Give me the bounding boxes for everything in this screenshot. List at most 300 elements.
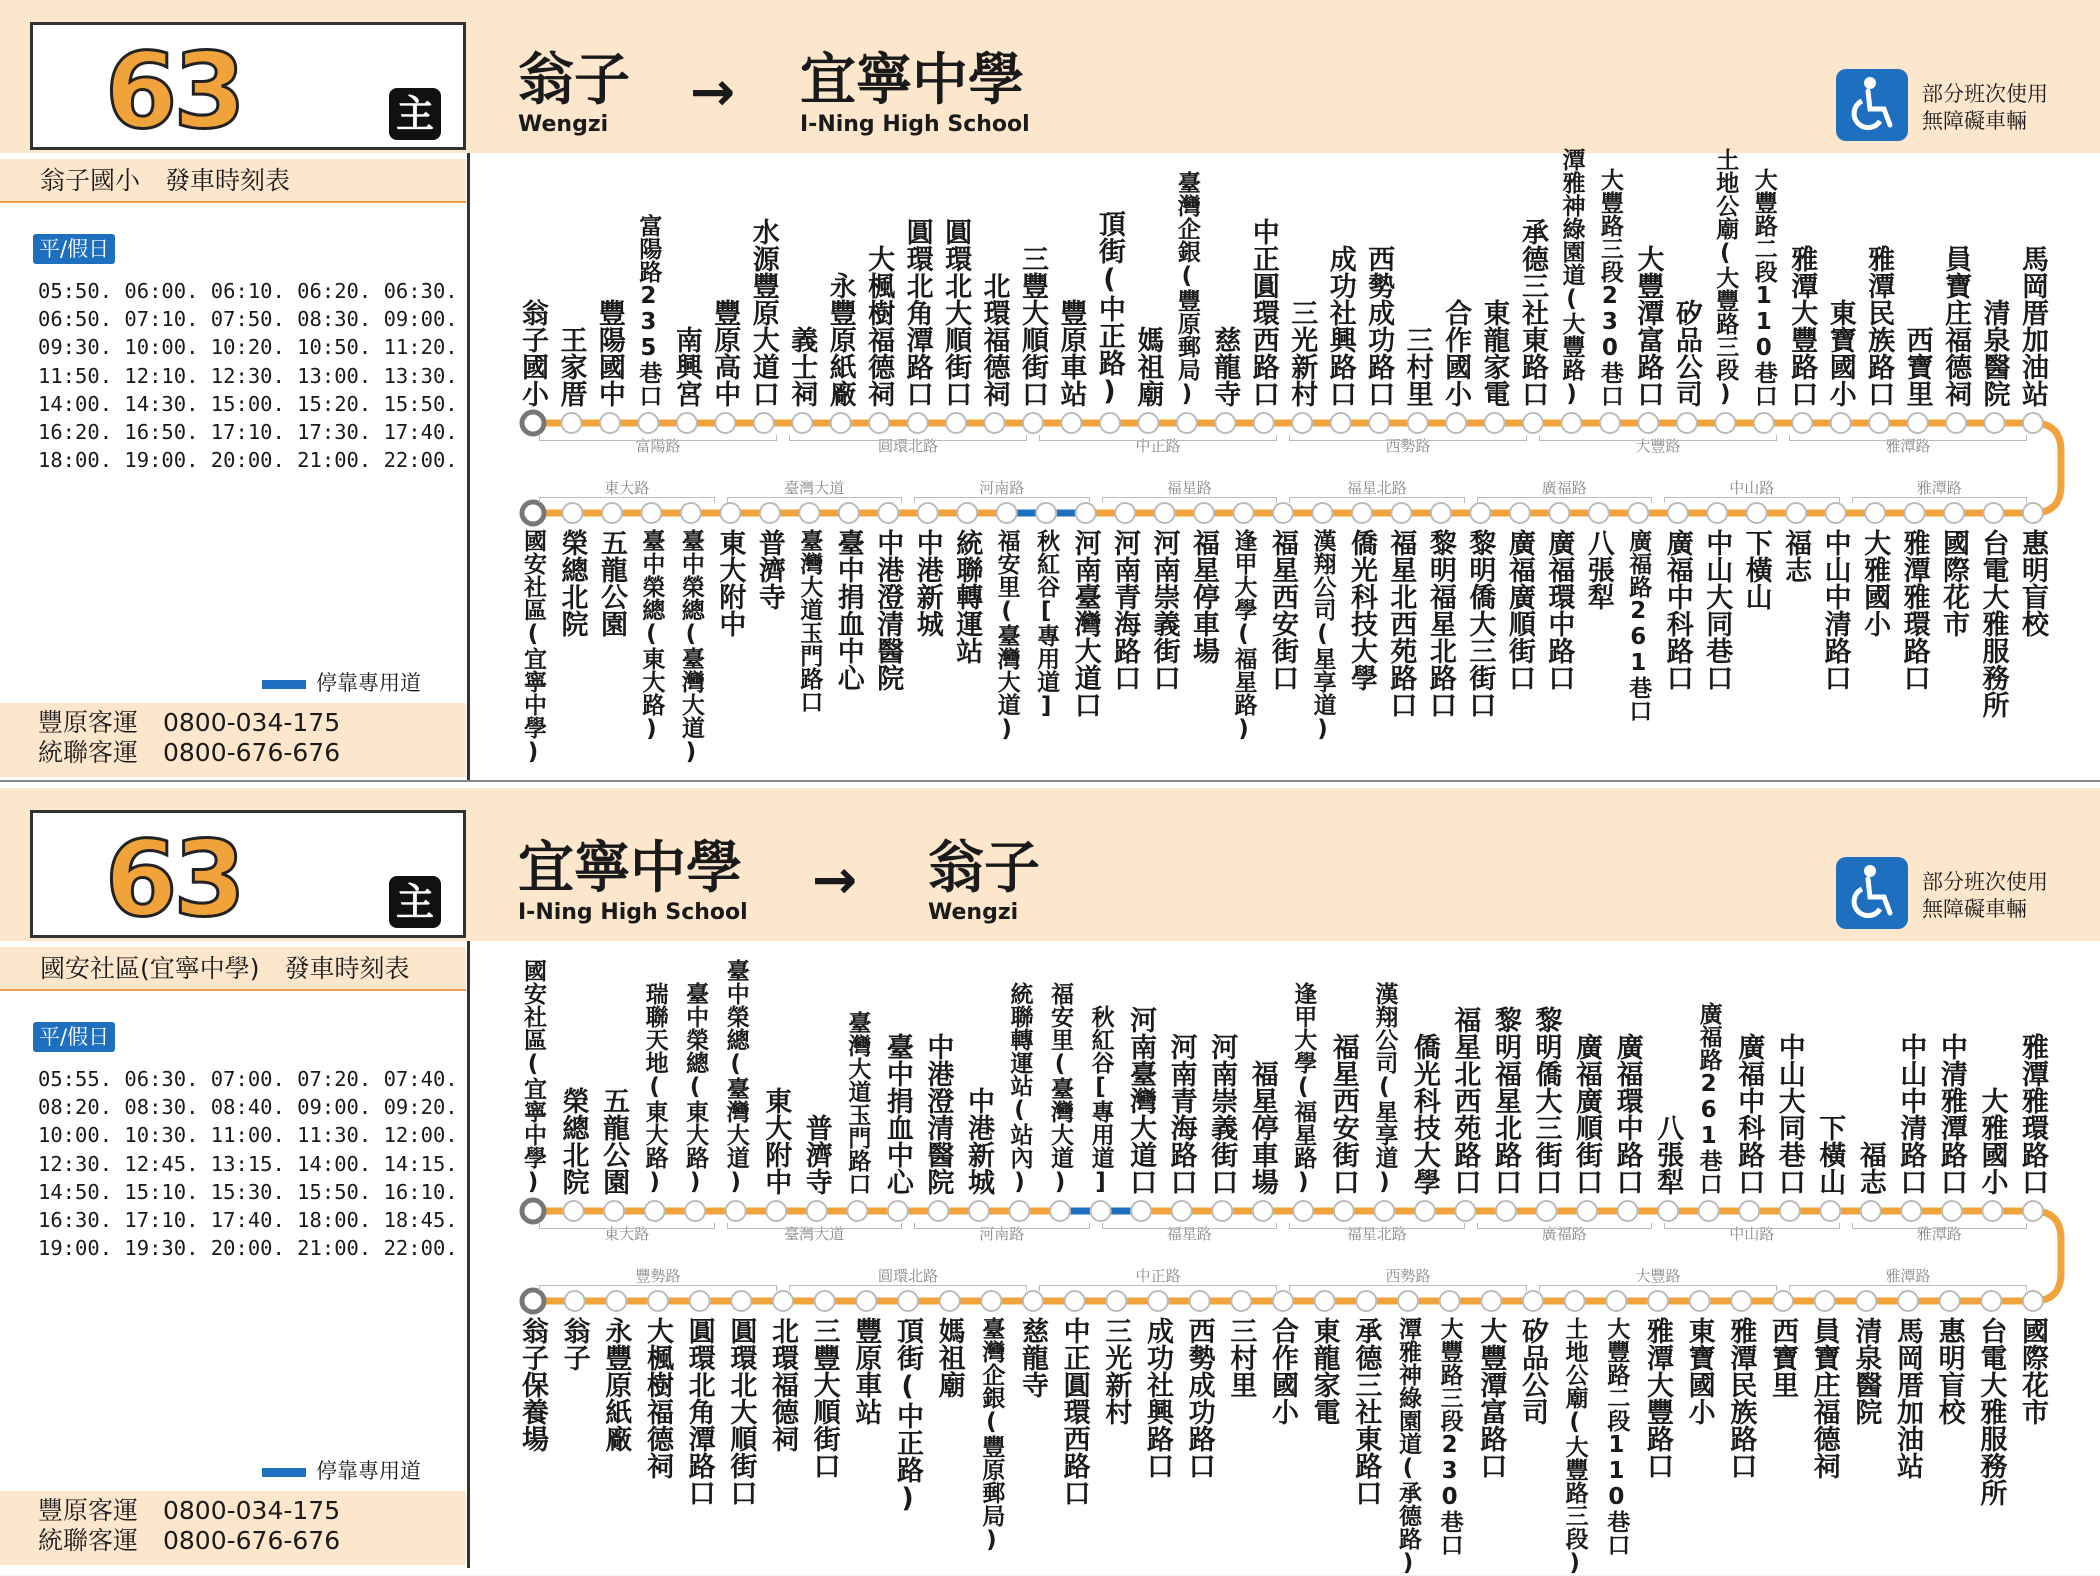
stop-label: 福星北西苑路口: [1385, 529, 1417, 718]
legend-swatch: [262, 680, 306, 689]
stop-label: 東龍家電: [1478, 299, 1510, 407]
stop-marker: [908, 413, 928, 433]
stop-label: 廣福中科路口: [1661, 529, 1693, 691]
stop-marker: [1668, 503, 1688, 523]
stop-marker: [522, 502, 544, 524]
stop-marker: [1815, 1291, 1835, 1311]
stop-marker: [869, 413, 889, 433]
road-bracket: [1852, 497, 2028, 503]
stop-marker: [600, 413, 620, 433]
stop-marker: [1565, 1291, 1585, 1311]
stop-marker: [690, 1291, 710, 1311]
stop-label: 翁子國小: [517, 299, 548, 407]
stop-label: 大豐潭富路口: [1475, 1317, 1507, 1479]
stop-marker: [807, 1201, 827, 1221]
wheelchair-icon: [1836, 69, 1908, 141]
stop-marker: [1398, 1291, 1418, 1311]
stop-label: 臺中捐血中心: [832, 529, 864, 691]
stop-label: 雅潭大豐路口: [1786, 245, 1818, 407]
operator-contacts: [0, 703, 466, 777]
road-label: 河南路: [979, 1225, 1025, 1243]
road-bracket: [1477, 497, 1653, 503]
stop-label: 大豐潭富路口: [1632, 245, 1664, 407]
origin-zh: 翁子: [518, 47, 630, 113]
road-bracket: [1289, 1285, 1527, 1291]
timetable-title: 國安社區(宜寧中學) 發車時刻表: [0, 947, 466, 991]
stop-label: 富陽路235巷口: [635, 214, 662, 407]
stop-marker: [1273, 1291, 1293, 1311]
stop-label: 秋紅谷[專用道]: [1033, 529, 1060, 719]
stop-marker: [1561, 413, 1581, 433]
destination-en: I-Ning High School: [800, 112, 1030, 137]
stop-marker: [1869, 413, 1889, 433]
stop-marker: [1231, 1291, 1251, 1311]
stop-marker: [1589, 503, 1609, 523]
departure-times: 05:50. 06:00. 06:10. 06:20. 06:30. 06:50. 07:10. 07:50. 08:30. 09:00. 09:30. 10:00. 10:20. 10:50. 11:20. 11:50. 12:10. 12:30. 13:00. 13:30. 14:00. 14:30. 15:00. 15:20. 15:50. 16:20. 16:50. 17:10. 17:30. 17:40. 18:00. 19:00. 20:00. 21:00. 22:00.: [38, 279, 458, 473]
stop-label: 矽品公司: [1517, 1317, 1548, 1425]
origin-en: Wengzi: [518, 112, 609, 137]
stop-marker: [1707, 503, 1727, 523]
stop-marker: [2023, 413, 2043, 433]
stop-label: 三豐大順街口: [808, 1317, 840, 1479]
stop-label: 五龍公園: [598, 1087, 630, 1195]
road-label: 富陽路: [635, 437, 681, 455]
stop-label: 榮總北院: [556, 529, 588, 637]
route-number-box: [30, 810, 466, 938]
direction-arrow-icon: →: [690, 60, 736, 123]
stop-label: 東大附中: [714, 529, 746, 637]
route-line-turn: [2033, 423, 2061, 513]
stop-marker: [1148, 1291, 1168, 1311]
stop-marker: [799, 503, 819, 523]
road-bracket: [1289, 1223, 1465, 1229]
road-label: 中正路: [1135, 437, 1181, 455]
legend-swatch: [262, 1468, 306, 1477]
stop-marker: [1023, 1291, 1043, 1311]
stop-marker: [1273, 503, 1293, 523]
road-label: 東大路: [604, 479, 650, 497]
stop-marker: [1091, 1201, 1111, 1221]
stop-marker: [1312, 503, 1332, 523]
contact-ubus: 統聯客運 0800-676-676: [38, 1526, 341, 1555]
route-number: 63: [105, 30, 242, 152]
stop-label: 福星西安街口: [1327, 1033, 1359, 1195]
road-label: 雅潭路: [1916, 1225, 1962, 1243]
stop-marker: [1754, 413, 1774, 433]
main-route-badge: 主: [389, 876, 441, 928]
stop-label: 中山中清路口: [1895, 1033, 1927, 1195]
stop-marker: [1391, 503, 1411, 523]
dedicated-lane-legend: [262, 669, 421, 697]
stop-label: 中正圓環西路口: [1058, 1317, 1090, 1506]
stop-marker: [839, 503, 859, 523]
stop-marker: [1905, 503, 1925, 523]
stop-label: 中山中清路口: [1819, 529, 1851, 691]
stop-label: 永豐原紙廠: [600, 1317, 632, 1452]
stop-marker: [1481, 1291, 1501, 1311]
stop-marker: [1155, 503, 1175, 523]
stop-label: 三光新村: [1286, 299, 1318, 407]
stop-marker: [1942, 1201, 1962, 1221]
road-bracket: [914, 497, 1090, 503]
stop-label: 五龍公園: [595, 529, 627, 637]
stop-marker: [878, 503, 898, 523]
stop-marker: [715, 413, 735, 433]
road-label: 廣福路: [1541, 1225, 1587, 1243]
stop-label: 大雅國小: [1976, 1087, 2008, 1195]
stop-label: 土地公廟(大豐路三段): [1712, 148, 1739, 407]
stop-label: 廣福中科路口: [1733, 1033, 1765, 1195]
stop-marker: [1131, 1201, 1151, 1221]
stop-label: 翁子: [558, 1317, 590, 1371]
stop-marker: [604, 1201, 624, 1221]
stop-marker: [522, 412, 544, 434]
stop-label: 東大附中: [760, 1087, 792, 1195]
road-bracket: [1664, 497, 1840, 503]
legend-label: 停靠專用道: [316, 1459, 421, 1483]
stop-label: 雅潭雅環路口: [1898, 529, 1930, 691]
stop-label: 國際花市: [2017, 1317, 2048, 1425]
stop-label: 黎明福星北路口: [1424, 529, 1456, 718]
stop-marker: [985, 413, 1005, 433]
stop-label: 大豐路三段230巷口: [1436, 1317, 1463, 1556]
stop-label: 臺中榮總(東大路): [682, 982, 709, 1195]
day-type-badge: 平/假日: [33, 234, 115, 264]
road-bracket: [1102, 497, 1278, 503]
stop-label: 八張犁: [1652, 1114, 1684, 1195]
stop-label: 雅潭大豐路口: [1642, 1317, 1673, 1479]
stop-marker: [1731, 1291, 1751, 1311]
stop-label: 翁子保養場: [517, 1317, 548, 1452]
stop-label: 漢翔公司(星享道): [1371, 982, 1398, 1195]
stop-label: 惠明盲校: [2017, 529, 2048, 637]
stop-marker: [1194, 503, 1214, 523]
stop-label: 南興宮: [670, 326, 702, 407]
stop-label: 潭雅神綠園道(承德路): [1395, 1317, 1421, 1576]
route-panel-outbound: [0, 0, 2100, 787]
destination-en: Wengzi: [928, 900, 1019, 925]
stop-label: 東寶國小: [1824, 299, 1856, 407]
origin-zh: 宜寧中學: [518, 835, 742, 901]
stop-label: 媽祖廟: [933, 1317, 965, 1398]
stop-marker: [562, 503, 582, 523]
destination-zh: 宜寧中學: [800, 47, 1024, 113]
stop-marker: [981, 1291, 1001, 1311]
stop-label: 中港澄清醫院: [872, 529, 904, 691]
stop-marker: [1177, 413, 1197, 433]
stop-label: 合作國小: [1440, 299, 1472, 407]
road-label: 西勢路: [1385, 437, 1431, 455]
stop-label: 河南青海路口: [1165, 1033, 1197, 1195]
stop-marker: [1253, 1201, 1273, 1221]
stop-label: 東寶國小: [1683, 1317, 1715, 1425]
stop-marker: [606, 1291, 626, 1311]
access-line1: 部分班次使用: [1922, 870, 2048, 894]
stop-label: 中港新城: [911, 529, 943, 637]
timetable-sidebar: [0, 153, 470, 780]
stop-label: 福星停車場: [1246, 1060, 1278, 1195]
stop-label: 臺中捐血中心: [881, 1033, 913, 1195]
route-diagram: [473, 148, 2100, 780]
stop-marker: [1715, 413, 1735, 433]
road-bracket: [1039, 1285, 1277, 1291]
stop-label: 河南崇義街口: [1206, 1033, 1238, 1195]
stop-marker: [1115, 503, 1135, 523]
stop-label: 員寶庄福德祠: [1808, 1317, 1840, 1479]
stop-marker: [1699, 1201, 1719, 1221]
road-bracket: [1289, 435, 1527, 441]
stop-label: 河南臺灣大道口: [1125, 1006, 1157, 1195]
stop-marker: [946, 413, 966, 433]
route-number: 63: [105, 818, 242, 940]
stop-label: 黎明僑大三街口: [1464, 529, 1496, 718]
stop-marker: [1981, 1291, 2001, 1311]
accessibility-notice: [1836, 69, 2094, 145]
wheelchair-icon: [1836, 857, 1908, 929]
stop-marker: [1638, 413, 1658, 433]
stop-label: 瑞聯天地(東大路): [641, 982, 668, 1195]
stop-marker: [1440, 1291, 1460, 1311]
road-bracket: [727, 1223, 903, 1229]
road-bracket: [1664, 1223, 1840, 1229]
stop-marker: [1537, 1201, 1557, 1221]
stop-label: 臺灣企銀(豐原郵局): [1173, 171, 1200, 407]
origin-label: [518, 836, 748, 936]
operator-contacts: [0, 1491, 466, 1565]
stop-label: 福志: [1854, 1141, 1886, 1195]
stop-label: 台電大雅服務所: [1977, 529, 2009, 718]
stop-marker: [1138, 413, 1158, 433]
road-label: 福星北路: [1346, 479, 1407, 497]
stop-label: 成功社興路口: [1324, 245, 1356, 407]
stop-marker: [1293, 1201, 1313, 1221]
stop-marker: [1408, 413, 1428, 433]
destination-label: [800, 48, 1030, 148]
stop-marker: [565, 1291, 585, 1311]
stop-marker: [1331, 413, 1351, 433]
stop-label: 水源豐原大道口: [747, 218, 779, 407]
stop-marker: [1523, 413, 1543, 433]
stop-label: 承德三社東路口: [1517, 218, 1548, 407]
stop-label: 臺灣企銀(豐原郵局): [978, 1317, 1005, 1553]
stop-label: 雅潭民族路口: [1725, 1317, 1757, 1479]
stop-label: 黎明福星北路口: [1489, 1006, 1521, 1195]
route-line-turn: [2033, 1211, 2061, 1301]
stop-marker: [997, 503, 1017, 523]
stop-label: 福志: [1780, 529, 1812, 583]
stop-label: 永豐原紙廠: [824, 272, 856, 407]
stop-marker: [1908, 413, 1928, 433]
road-label: 中山路: [1729, 479, 1775, 497]
stop-marker: [1820, 1201, 1840, 1221]
stop-marker: [1898, 1291, 1918, 1311]
dedicated-lane-legend: [262, 1457, 421, 1485]
stop-marker: [760, 503, 780, 523]
route-diagram: [473, 941, 2100, 1576]
road-label: 大豐路: [1635, 437, 1681, 455]
road-label: 圓環北路: [878, 437, 939, 455]
stop-label: 福星西安街口: [1267, 529, 1298, 691]
stop-label: 馬岡厝加油站: [2017, 245, 2048, 407]
stop-label: 慈龍寺: [1209, 326, 1241, 407]
stop-label: 福星停車場: [1188, 529, 1220, 664]
main-route-badge: 主: [389, 88, 441, 140]
stop-marker: [1826, 503, 1846, 523]
stop-label: 中正圓環西路口: [1247, 218, 1279, 407]
stop-label: 圓環北角潭路口: [683, 1317, 715, 1506]
stop-marker: [1076, 503, 1096, 523]
stop-marker: [731, 1291, 751, 1311]
stop-marker: [766, 1201, 786, 1221]
destination-label: [928, 836, 1040, 936]
stop-label: 西寶里: [1901, 326, 1933, 407]
stop-marker: [1747, 503, 1767, 523]
road-label: 大豐路: [1635, 1267, 1681, 1285]
road-label: 豐勢路: [635, 1267, 681, 1285]
stop-label: 豐原車站: [850, 1317, 882, 1425]
stop-label: 僑光科技大學: [1408, 1033, 1440, 1195]
stop-marker: [1009, 1201, 1029, 1221]
contact-ubus: 統聯客運 0800-676-676: [38, 738, 341, 767]
road-label: 雅潭路: [1916, 479, 1962, 497]
stop-label: 大楓樹福德祠: [642, 1317, 673, 1479]
stop-marker: [641, 503, 661, 523]
stop-marker: [1254, 413, 1274, 433]
stop-marker: [1374, 1201, 1394, 1221]
stop-label: 中山大同巷口: [1701, 529, 1733, 691]
stop-label: 逢甲大學(福星路): [1230, 529, 1257, 742]
stop-marker: [1984, 503, 2004, 523]
contact-fengyuan: 豐原客運 0800-034-175: [38, 708, 341, 737]
stop-marker: [1065, 1291, 1085, 1311]
stop-label: 馬岡厝加油站: [1892, 1317, 1923, 1479]
stop-marker: [638, 413, 658, 433]
stop-label: 北環福德祠: [978, 272, 1010, 407]
road-bracket: [1102, 1223, 1278, 1229]
stop-marker: [815, 1291, 835, 1311]
stop-label: 頂街(中正路): [892, 1317, 923, 1514]
stop-label: 西寶里: [1767, 1317, 1798, 1398]
stop-label: 西勢成功路口: [1183, 1317, 1215, 1479]
stop-marker: [918, 503, 938, 523]
stop-marker: [1369, 413, 1389, 433]
stop-label: 清泉醫院: [1978, 299, 2010, 407]
stop-marker: [1023, 413, 1043, 433]
road-label: 福星北路: [1346, 1225, 1407, 1243]
stop-marker: [1861, 1201, 1881, 1221]
stop-marker: [1215, 413, 1235, 433]
stop-label: 圓環北角潭路口: [901, 218, 933, 407]
stop-marker: [957, 503, 977, 523]
stop-marker: [677, 413, 697, 433]
stop-marker: [1946, 413, 1966, 433]
stop-marker: [1648, 1291, 1668, 1311]
stop-label: 大豐路三段230巷口: [1596, 168, 1623, 407]
stop-marker: [2023, 1201, 2043, 1221]
stop-marker: [1577, 1201, 1597, 1221]
road-bracket: [1539, 435, 1777, 441]
stop-marker: [720, 503, 740, 523]
road-label: 中山路: [1729, 1225, 1775, 1243]
road-label: 臺灣大道: [784, 479, 845, 497]
stop-label: 黎明僑大三街口: [1530, 1006, 1562, 1195]
stop-marker: [1415, 1201, 1435, 1221]
road-bracket: [914, 1223, 1090, 1229]
direction-arrow-icon: →: [812, 848, 858, 911]
origin-label: [518, 48, 630, 148]
stop-label: 潭雅神綠園道(大豐路): [1558, 148, 1585, 407]
road-label: 西勢路: [1385, 1267, 1431, 1285]
stop-label: 廣福廣順街口: [1503, 529, 1535, 691]
road-bracket: [1852, 1223, 2028, 1229]
origin-en: I-Ning High School: [518, 900, 748, 925]
road-bracket: [727, 497, 903, 503]
stop-marker: [1106, 1291, 1126, 1311]
stop-marker: [898, 1291, 918, 1311]
stop-marker: [1831, 413, 1851, 433]
stop-label: 台電大雅服務所: [1975, 1317, 2007, 1506]
stop-marker: [1606, 1291, 1626, 1311]
stop-label: 普濟寺: [753, 529, 785, 610]
route-number-box: [30, 22, 466, 150]
stop-marker: [1901, 1201, 1921, 1221]
stop-marker: [2023, 503, 2043, 523]
stop-marker: [1618, 1201, 1638, 1221]
stop-label: 大豐路二段110巷口: [1750, 168, 1777, 407]
stop-label: 國際花市: [1938, 529, 1970, 637]
stop-label: 土地公廟(大豐路三段): [1561, 1317, 1588, 1576]
road-label: 中正路: [1135, 1267, 1181, 1285]
stop-marker: [1690, 1291, 1710, 1311]
road-bracket: [1039, 435, 1277, 441]
stop-marker: [1628, 503, 1648, 523]
stop-marker: [888, 1201, 908, 1221]
stop-marker: [1100, 413, 1120, 433]
stop-label: 中清雅潭路口: [1935, 1033, 1967, 1195]
stop-label: 統聯轉運站: [951, 529, 983, 664]
stop-marker: [1523, 1291, 1543, 1311]
stop-label: 廣福路261巷口: [1625, 529, 1652, 722]
stop-label: 中港新城: [962, 1087, 994, 1195]
stop-marker: [969, 1201, 989, 1221]
road-bracket: [539, 435, 777, 441]
stop-label: 員寶庄福德祠: [1940, 245, 1972, 407]
stop-label: 中港澄清醫院: [922, 1033, 954, 1195]
stop-marker: [1352, 503, 1372, 523]
stop-marker: [1786, 503, 1806, 523]
stop-label: 矽品公司: [1670, 299, 1702, 407]
stop-marker: [847, 1201, 867, 1221]
road-label: 東大路: [604, 1225, 650, 1243]
stop-label: 大雅國小: [1859, 529, 1891, 637]
stop-marker: [1985, 413, 2005, 433]
stop-label: 東龍家電: [1308, 1317, 1340, 1425]
stop-label: 下橫山: [1814, 1114, 1846, 1195]
stop-label: 廣福廣順街口: [1571, 1033, 1603, 1195]
stop-label: 臺灣大道玉門路口: [844, 1011, 871, 1195]
accessibility-notice: [1836, 857, 2094, 933]
road-label: 廣福路: [1541, 479, 1587, 497]
stop-marker: [1234, 503, 1254, 523]
stop-label: 豐原車站: [1055, 299, 1087, 407]
stop-marker: [1677, 413, 1697, 433]
stop-marker: [561, 413, 581, 433]
stop-label: 統聯轉運站(站內): [1006, 982, 1033, 1195]
stop-marker: [1940, 1291, 1960, 1311]
road-label: 雅潭路: [1885, 437, 1931, 455]
timetable-sidebar: [0, 941, 470, 1568]
stop-label: 成功社興路口: [1142, 1317, 1173, 1479]
